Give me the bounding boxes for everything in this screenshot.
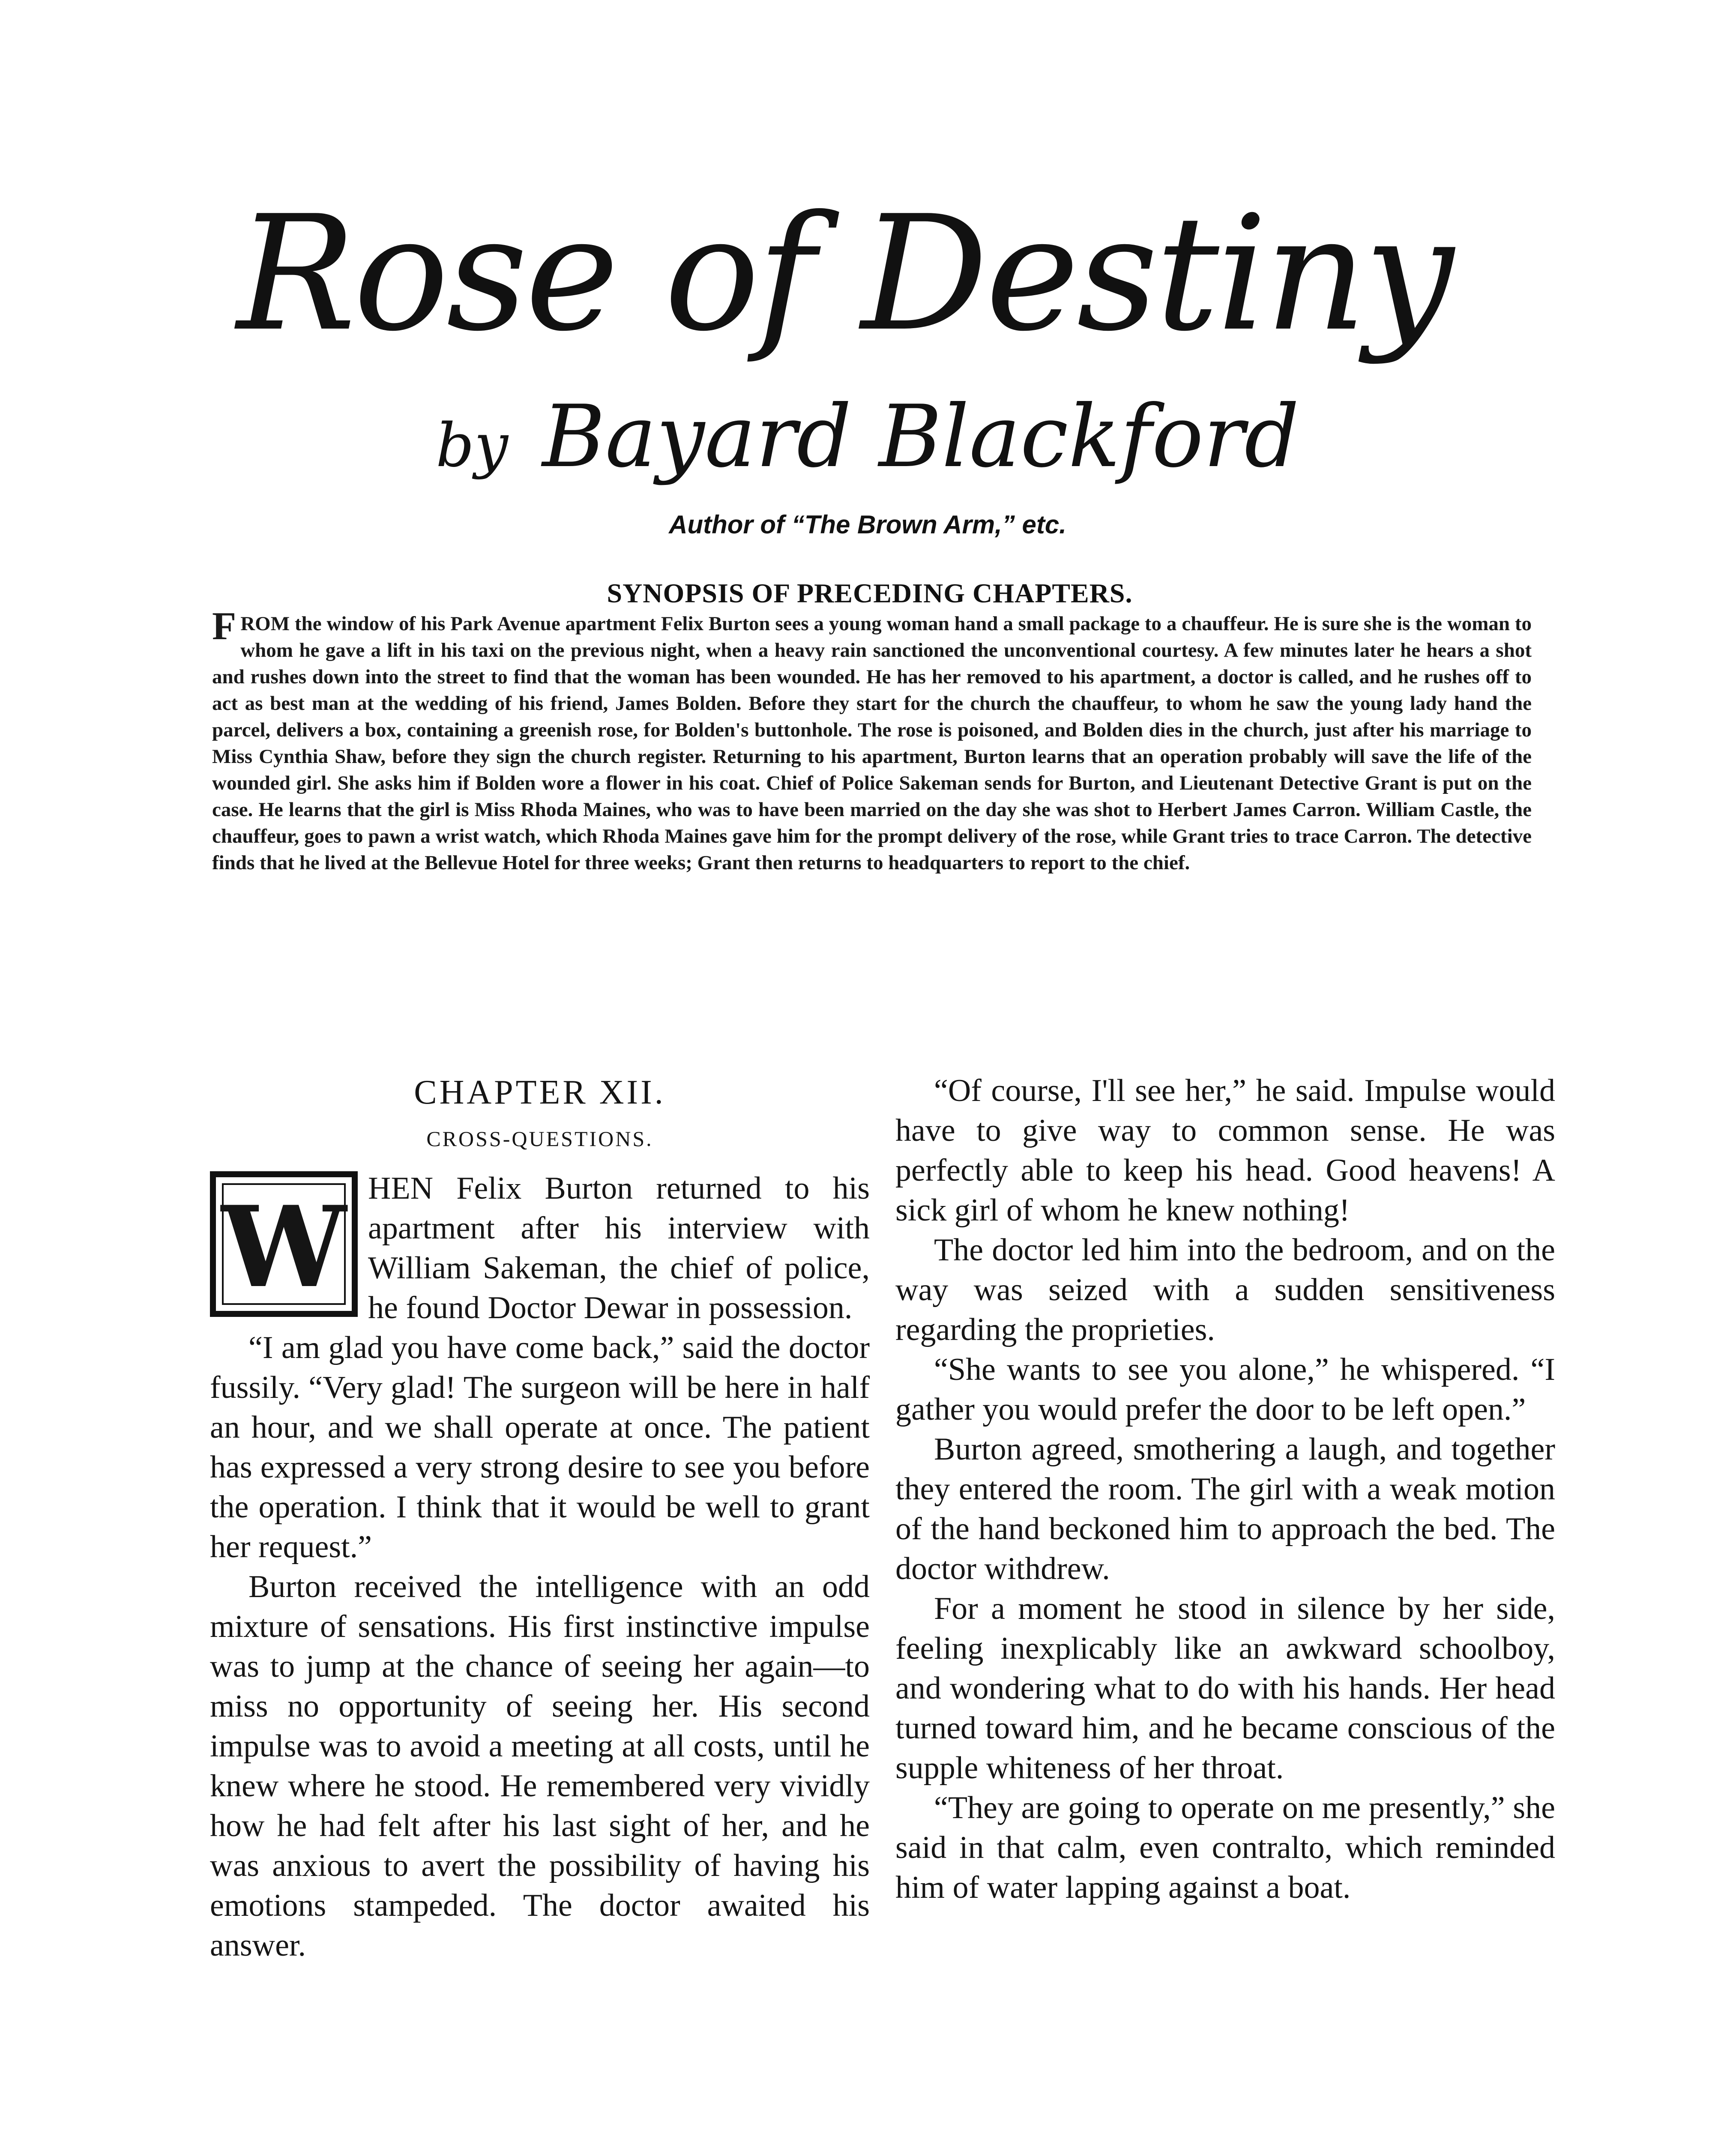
paragraph: For a moment he stood in silence by her side, feeling inexplicably like an awkward schoolboy, and wondering what to do with his hands. Her head turned toward him, and he became conscious of the supple whiteness of her throat. [895,1591,1555,1786]
right-column [895,1071,1555,1908]
paragraph: “She wants to see you alone,” he whispered. “I gather you would prefer the door to be left open.” [895,1352,1555,1427]
byline [428,387,1307,493]
author-name: Bayard Blackford [542,387,1299,487]
synopsis-text: ROM the window of his Park Avenue apartment Felix Burton sees a young woman hand a small package to a chauffeur. He is sure she is the woman to whom he gave a lift in his taxi on the previous night, when a heavy rain sanctioned the unconventional courtesy. A few minutes later he hears a shot and rushes down into the street to find that the woman has been wounded. He has her removed to his apartment, a doctor is called, and he rushes off to act as best man at the wedding of his friend, James Bolden. Before they start for the church the chauffeur, to whom he saw the young lady hand the parcel, delivers a box, containing a greenish rose, for Bolden's buttonhole. The rose is poisoned, and Bolden dies in the church, just after his marriage to Miss Cynthia Shaw, before they sign the church register. Returning to his apartment, Burton learns that an operation probably will save the life of the wounded girl. She asks him if Bolden wore a flower in his coat. Chief of Police Sakeman sends for Burton, and Lieutenant Detective Grant is put on the case. He learns that the girl is Miss Rhoda Maines, who was to have been married on the day she was shot to Herbert James Carron. William Castle, the chauffeur, goes to pawn a wrist watch, which Rhoda Maines gave him for the prompt delivery of the rose, while Grant tries to trace Carron. The detective finds that he lived at the Bellevue Hotel for three weeks; Grant then returns to headquarters to report to the chief. [212,613,1532,874]
synopsis-text-block [212,604,1532,876]
paragraph: “Of course, I'll see her,” he said. Impulse would have to give way to common sense. He was perfectly able to keep his head. Good heavens! A sick girl of whom he knew nothing! [895,1073,1555,1228]
paragraph: Burton received the intelligence with an odd mixture of sensations. His first instinctive impulse was to jump at the chance of seeing her again—to miss no opportunity of seeing her. His second impulse was to avoid a meeting at all costs, until he knew where he stood. He remembered very vividly how he had felt after his last sight of her, and he was anxious to avert the possibility of having his emotions stampeded. The doctor awaited his answer. [210,1569,870,1963]
drop-cap-letter: W [221,1182,347,1313]
story-title: Rose of Destiny [236,182,1452,366]
synopsis-heading: SYNOPSIS OF PRECEDING CHAPTERS. [607,578,1133,608]
paragraph: Burton agreed, smothering a laugh, and together they entered the room. The girl with a weak motion of the hand beckoned him to approach the bed. The doctor withdrew. [895,1432,1555,1586]
drop-cap-frame [210,1171,358,1317]
synopsis-drop-letter: F [212,604,236,648]
chapter-title: CHAPTER XII. [414,1074,666,1111]
byline-by: by [436,411,509,481]
left-column [210,1071,870,1965]
paragraph: The doctor led him into the bedroom, and on the way was seized with a sudden sensitiveness regarding the proprieties. [895,1233,1555,1347]
paragraph: “I am glad you have come back,” said the doctor fussily. “Very glad! The surgeon will be here in half an hour, and we shall operate at once. The patient has expressed a very strong desire to see you before the operation. I think that it would be well to grant her request.” [210,1330,870,1565]
paragraph: “They are going to operate on me presently,” she said in that calm, even contralto, which reminded him of water lapping against a boat. [895,1790,1555,1905]
paragraph: HEN Felix Burton returned to his apartment after his interview with William Sakeman, the chief of police, he found Doctor Dewar in possession. [368,1171,870,1325]
author-credit: Author of “The Brown Arm,” etc. [669,510,1066,539]
chapter-subtitle: CROSS-QUESTIONS. [426,1127,653,1151]
